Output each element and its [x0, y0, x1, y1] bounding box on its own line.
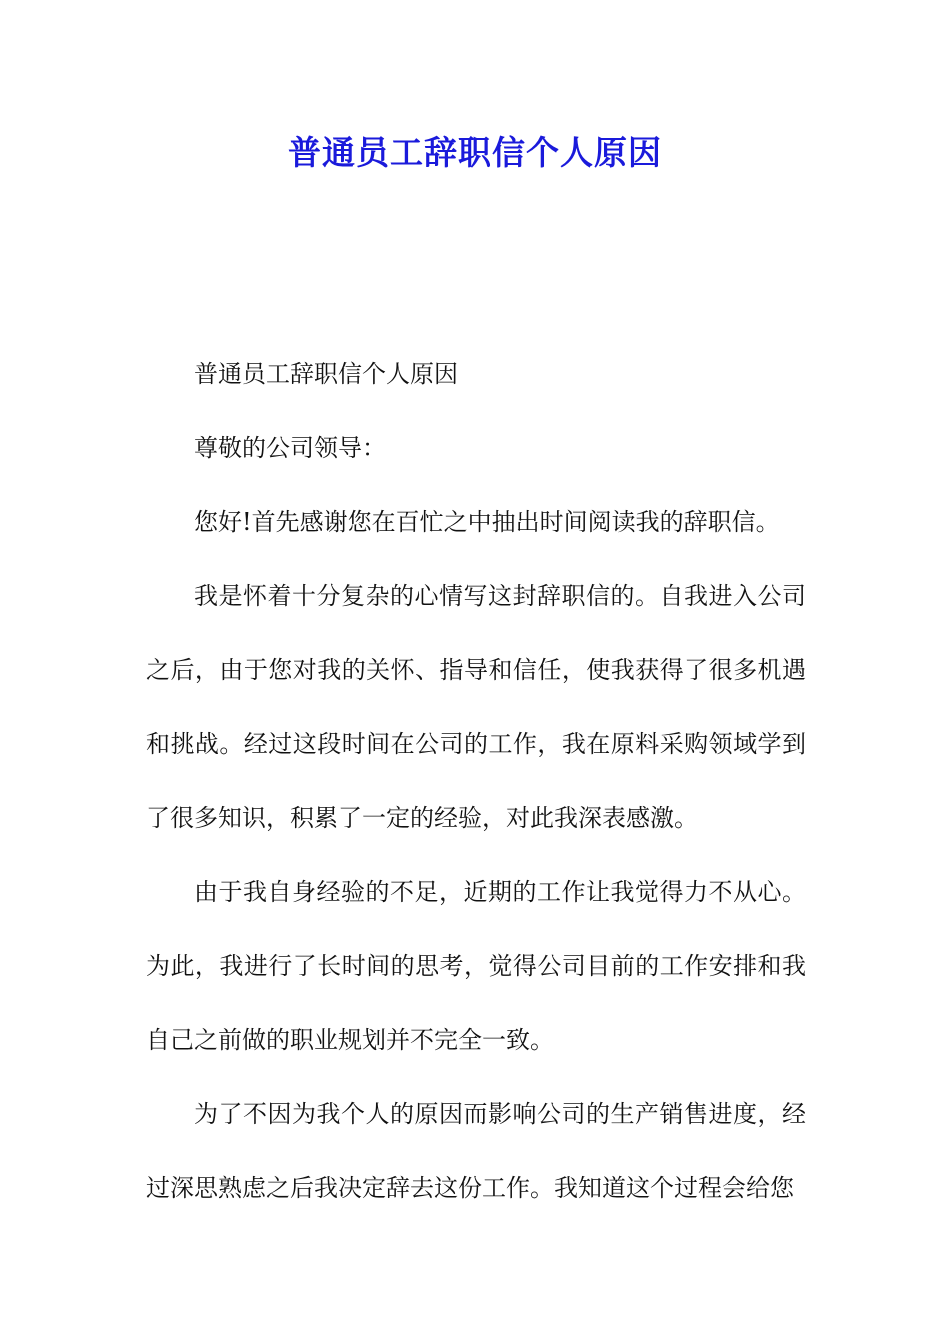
document-title: 普通员工辞职信个人原因: [288, 133, 662, 172]
paragraph-salutation: 尊敬的公司领导：: [194, 434, 386, 462]
paragraph-greeting: 您好!首先感谢您在百忙之中抽出时间阅读我的辞职信。: [194, 508, 780, 536]
paragraph-reason: 由于我自身经验的不足，近期的工作让我觉得力不从心。为此，我进行了长时间的思考，觉得公司目前的工作安排和我自己之前做的职业规划并不完全一致。: [146, 878, 806, 1054]
paragraph-gratitude: 我是怀着十分复杂的心情写这封辞职信的。自我进入公司之后，由于您对我的关怀、指导和信任，使我获得了很多机遇和挑战。经过这段时间在公司的工作，我在原料采购领域学到了很多知识，积累了一定的经验，对此我深表感激。: [146, 582, 806, 832]
paragraph-decision: 为了不因为我个人的原因而影响公司的生产销售进度，经过深思熟虑之后我决定辞去这份工作。我知道这个过程会给您: [146, 1100, 806, 1202]
document-body: [146, 337, 806, 1225]
paragraph-heading: 普通员工辞职信个人原因: [194, 360, 458, 388]
